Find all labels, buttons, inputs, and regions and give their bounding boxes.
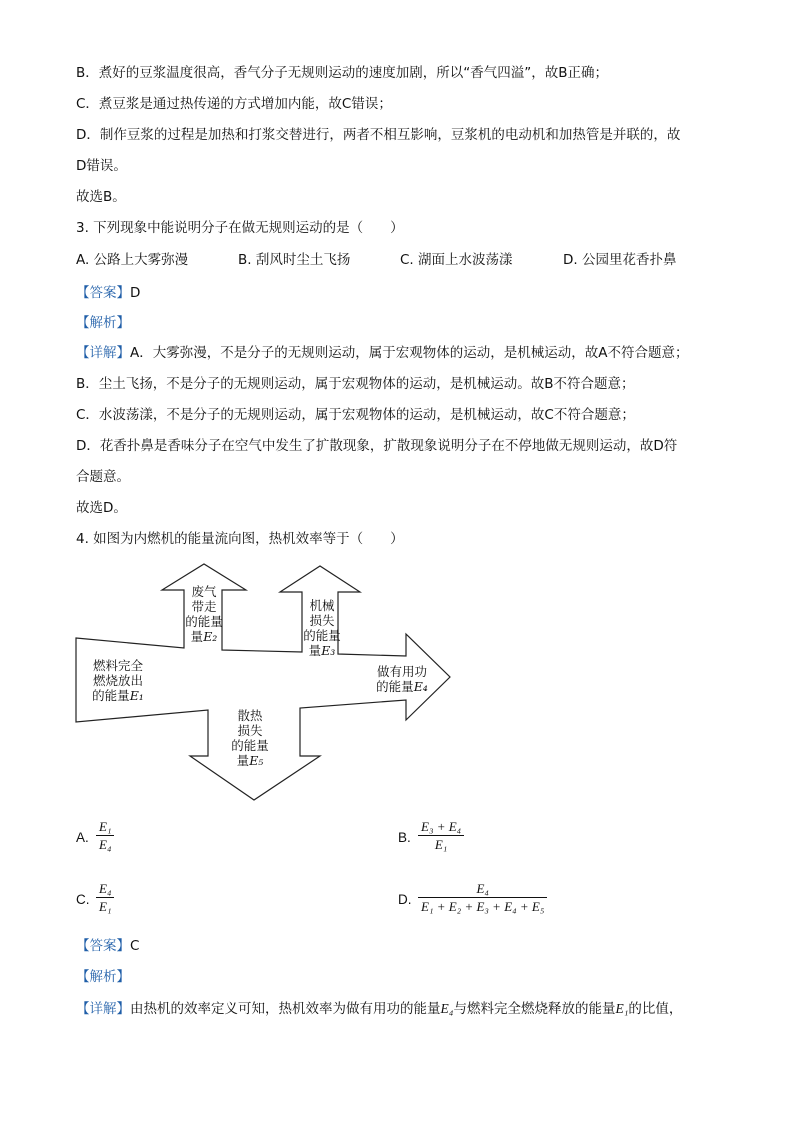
symbol-e1: E₁ [615, 1001, 629, 1016]
answer-tag: 【答案】 [76, 285, 130, 301]
label-line: 量E₂ [190, 629, 218, 644]
q4-option-b-fraction [418, 818, 464, 853]
answer-tag: 【答案】 [76, 938, 130, 954]
text-line: 故选B。 [76, 189, 126, 205]
q4-option-a-fraction [96, 818, 114, 853]
text-line: D．制作豆浆的过程是加热和打浆交替进行，两者不相互影响，豆浆机的电动机和加热管是并联的，故 [76, 127, 681, 143]
label-line: 带走 [191, 599, 217, 614]
label-line: 做有用功 [376, 664, 427, 679]
q3-detail-line: C．水波荡漾，不是分子的无规则运动，属于宏观物体的运动，是机械运动，故C不符合题意； [76, 407, 635, 423]
q3-option-b: B. 刮风时尘土飞扬 [238, 252, 351, 268]
q3-option-d: D. 公园里花香扑鼻 [563, 252, 677, 268]
q4-option-a-label: A. [76, 830, 89, 845]
numerator: E₄ [99, 881, 112, 896]
numerator: E₄ [476, 881, 489, 896]
detail-text: 与燃料完全燃烧释放的能量 [453, 1001, 616, 1017]
q3-detail-line: B．尘土飞扬，不是分子的无规则运动，属于宏观物体的运动，是机械运动。故B不符合题意； [76, 376, 635, 392]
label-line: 燃料完全 [92, 658, 143, 673]
fuel-energy-label [78, 658, 158, 703]
symbol-e1: E₁ [129, 688, 144, 703]
label-line: 机械 [309, 598, 335, 613]
label-line: 废气 [191, 584, 217, 599]
label-line: 的能量 [303, 628, 341, 643]
text-line: C．煮豆浆是通过热传递的方式增加内能，故C错误； [76, 96, 392, 112]
label-line: 的能量 [185, 614, 223, 629]
question-3: 3. 下列现象中能说明分子在做无规则运动的是（ ） [76, 220, 404, 236]
label-text: 的能量 [376, 679, 414, 694]
label-line [366, 679, 438, 694]
answer-value: C [130, 938, 140, 954]
q3-answer [76, 283, 140, 303]
q3-detail-line: D．花香扑鼻是香味分子在空气中发生了扩散现象，扩散现象说明分子在不停地做无规则运动，故D符 [76, 438, 678, 454]
q4-analysis-tag: 【解析】 [76, 969, 130, 985]
useful-energy-label [366, 664, 438, 694]
energy-flow-diagram [70, 560, 470, 805]
denominator: E₁ [434, 837, 448, 852]
numerator: E₁ [99, 819, 112, 834]
symbol-e4: E₄ [413, 679, 428, 694]
q4-option-b-label: B. [398, 830, 411, 845]
question-4: 4. 如图为内燃机的能量流向图，热机效率等于（ ） [76, 531, 404, 547]
q4-answer [76, 936, 139, 956]
label-line: 损失 [309, 613, 335, 628]
q4-option-d-label: D. [398, 892, 412, 907]
label-line: 量E₃ [308, 643, 336, 658]
label-line: 燃烧放出 [92, 673, 143, 688]
text-line: D错误。 [76, 158, 127, 174]
q3-detail-line: 合题意。 [76, 469, 130, 485]
mechanical-loss-label [302, 598, 342, 658]
detail-tag: 【详解】 [76, 345, 130, 361]
label-line: 量E₅ [236, 753, 264, 768]
q3-option-c: C. 湖面上水波荡漾 [400, 252, 513, 268]
q4-option-d-fraction [418, 880, 547, 915]
exhaust-energy-label [184, 584, 224, 644]
label-line [78, 688, 158, 703]
detail-tag: 【详解】 [76, 1001, 130, 1017]
q3-analysis-tag: 【解析】 [76, 315, 130, 331]
answer-value: D [130, 285, 141, 301]
label-line: 的能量 [231, 738, 269, 753]
q4-option-c-label: C. [76, 892, 90, 907]
q3-detail-line [76, 343, 688, 363]
symbol-e3: E₃ [321, 643, 336, 658]
detail-text: 由热机的效率定义可知，热机效率为做有用功的能量 [130, 1001, 441, 1017]
denominator: E₄ [99, 837, 112, 852]
q3-detail-line: 故选D。 [76, 500, 127, 516]
q3-option-a: A. 公路上大雾弥漫 [76, 252, 189, 268]
text-line: B．煮好的豆浆温度很高，香气分子无规则运动的速度加剧，所以“香气四溢”，故B正确； [76, 65, 609, 81]
denominator: E₁ + E₂ + E₃ + E₄ + E₅ [421, 899, 545, 914]
q4-detail-line [76, 999, 682, 1019]
symbol-e2: E₂ [203, 629, 218, 644]
label-line: 散热 [237, 708, 263, 723]
label-line: 损失 [237, 723, 263, 738]
denominator: E₁ [99, 899, 112, 914]
detail-text: A．大雾弥漫，不是分子的无规则运动，属于宏观物体的运动，是机械运动，故A不符合题意； [130, 345, 689, 361]
detail-text: 的比值， [628, 1001, 683, 1017]
symbol-e5: E₅ [249, 753, 264, 768]
numerator: E₃ + E₄ [421, 819, 462, 834]
label-text: 的能量 [92, 688, 130, 703]
heat-loss-label [230, 708, 270, 768]
q4-option-c-fraction [96, 880, 114, 915]
symbol-e4: E₄ [440, 1001, 454, 1016]
